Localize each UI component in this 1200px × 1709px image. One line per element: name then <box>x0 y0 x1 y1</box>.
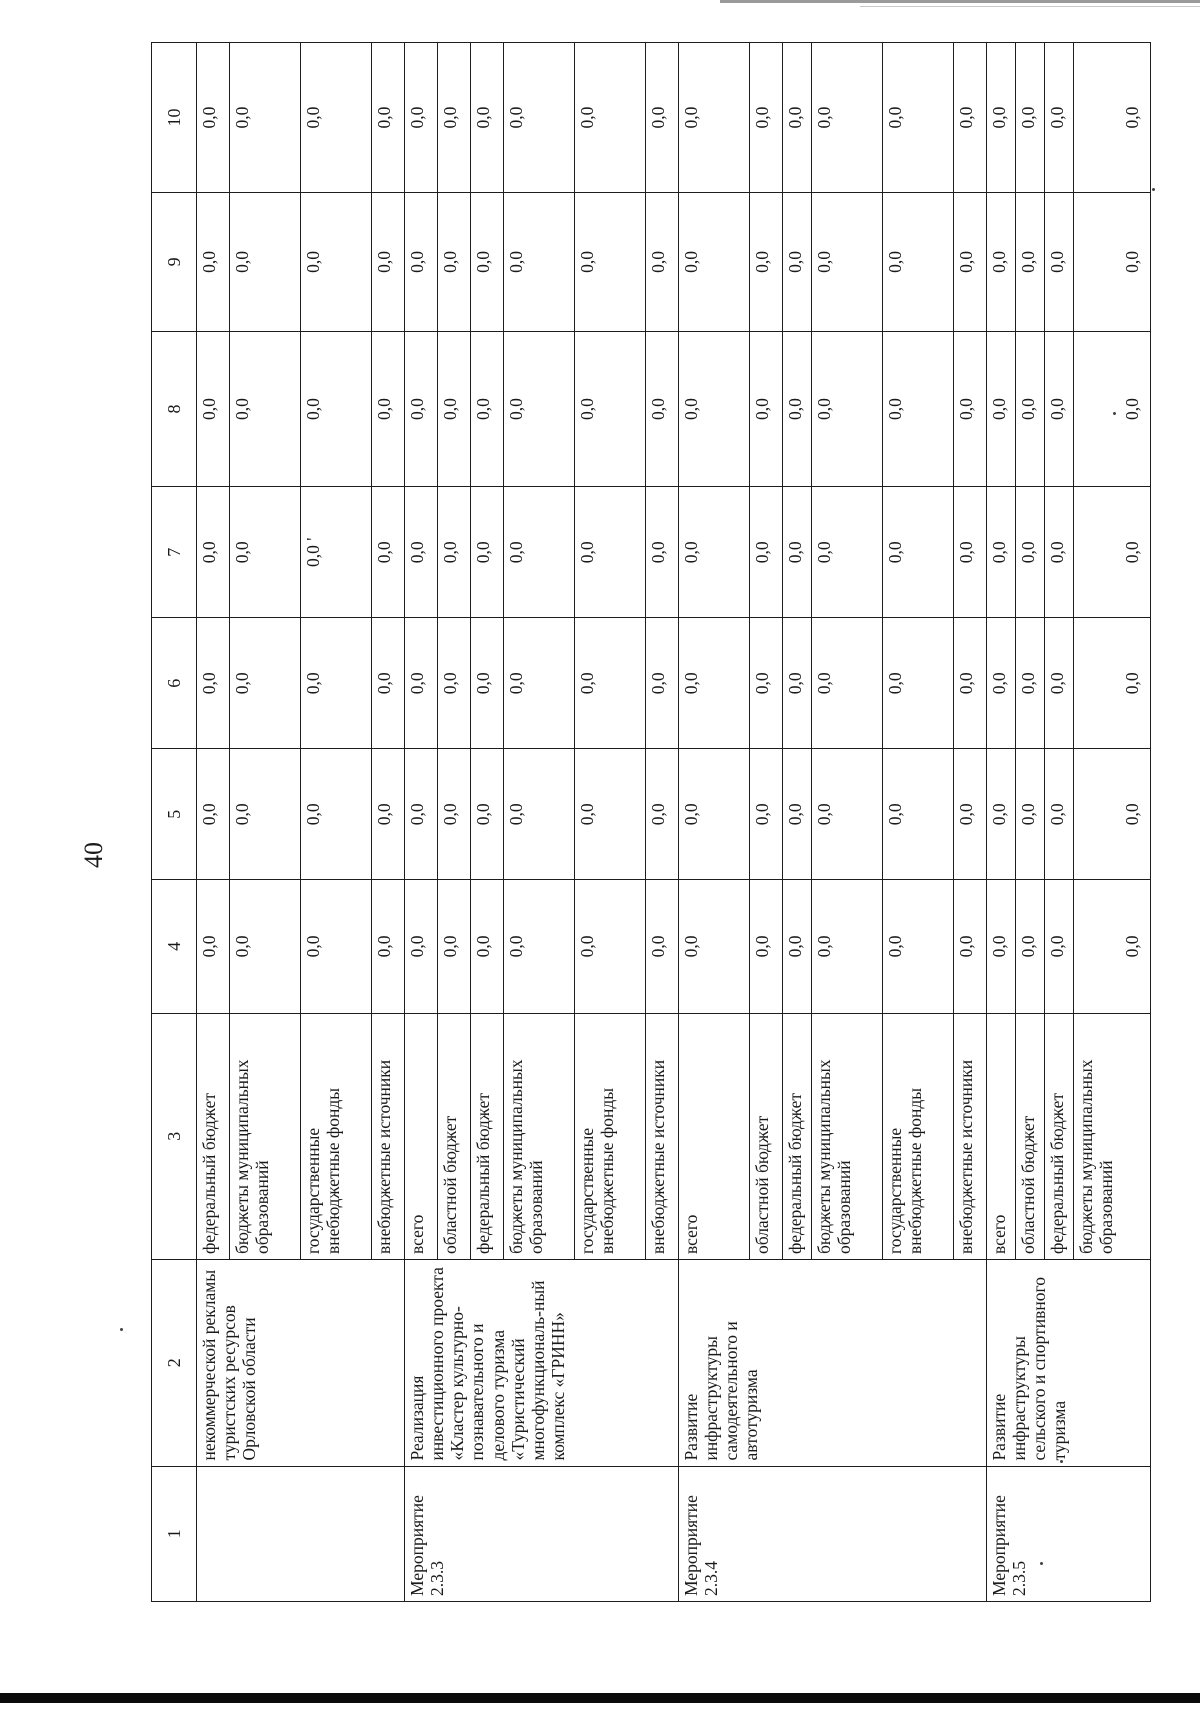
column-header: 8 <box>152 331 197 486</box>
value-cell: 0,0 <box>954 618 987 749</box>
value-cell: 0,0 <box>372 880 405 1013</box>
funding-source-cell: всего <box>405 1013 438 1260</box>
funding-source-cell: федеральный бюджет <box>1045 1013 1074 1260</box>
value-cell: 0,0 <box>750 487 783 618</box>
column-header: 7 <box>152 487 197 618</box>
funding-source-cell: федеральный бюджет <box>197 1013 230 1260</box>
value-cell: 0,0 <box>405 618 438 749</box>
budget-table <box>151 42 1151 1602</box>
value-cell: 0,0 <box>471 618 504 749</box>
value-cell: 0,0 <box>987 43 1016 193</box>
value-cell: 0,0 <box>783 749 812 880</box>
value-cell: 0,0 <box>504 192 575 331</box>
value-cell: 0,0 <box>438 749 471 880</box>
scan-edge-line <box>860 6 1200 7</box>
value-cell: 0,0 <box>575 43 646 193</box>
funding-source-cell: внебюджетные источники <box>372 1013 405 1260</box>
value-cell: 0,0 <box>646 192 679 331</box>
funding-source-cell: бюджеты муниципальных образований <box>1074 1013 1151 1260</box>
value-cell: 0,0 <box>1016 487 1045 618</box>
column-header: 6 <box>152 618 197 749</box>
funding-source-cell: областной бюджет <box>1016 1013 1045 1260</box>
value-cell: 0,0 <box>230 880 301 1013</box>
value-cell: 0,0 <box>812 487 883 618</box>
value-cell: 0,0 <box>646 487 679 618</box>
activity-cell: Мероприятие 2.3.3 <box>405 1466 679 1601</box>
value-cell: 0,0 <box>575 331 646 486</box>
value-cell: 0,0 <box>438 331 471 486</box>
value-cell: 0,0 <box>954 880 987 1013</box>
value-cell: 0,0 <box>883 880 954 1013</box>
value-cell: 0,0 <box>504 618 575 749</box>
column-header: 10 <box>152 43 197 193</box>
value-cell: 0,0 <box>954 331 987 486</box>
value-cell: 0,0 <box>301 880 372 1013</box>
value-cell: 0,0 <box>1045 618 1074 749</box>
funding-source-cell: всего <box>679 1013 750 1260</box>
value-cell: 0,0 <box>987 618 1016 749</box>
value-cell: 0,0 <box>783 331 812 486</box>
column-header: 2 <box>152 1260 197 1467</box>
value-cell: 0,0 <box>301 43 372 193</box>
value-cell: 0,0 <box>471 192 504 331</box>
funding-source-cell: внебюджетные источники <box>646 1013 679 1260</box>
activity-cell: Мероприятие 2.3.4 <box>679 1466 987 1601</box>
value-cell: 0,0 <box>783 487 812 618</box>
value-cell: 0,0 <box>783 43 812 193</box>
value-cell: 0,0 <box>372 192 405 331</box>
value-cell: 0,0 <box>883 749 954 880</box>
value-cell: 0,0 <box>812 749 883 880</box>
value-cell: 0,0 <box>372 43 405 193</box>
value-cell: 0,0 <box>1074 192 1151 331</box>
value-cell: 0,0 <box>812 192 883 331</box>
value-cell: 0,0 <box>750 749 783 880</box>
value-cell: 0,0 <box>679 880 750 1013</box>
value-cell: 0,0 <box>405 331 438 486</box>
value-cell: 0,0 <box>405 487 438 618</box>
value-cell: 0,0 <box>883 192 954 331</box>
value-cell: 0,0 <box>1045 749 1074 880</box>
value-cell: 0,0 <box>987 880 1016 1013</box>
value-cell: 0,0 <box>504 880 575 1013</box>
value-cell: 0,0 <box>679 192 750 331</box>
rotated-table-sheet <box>151 42 1142 1602</box>
value-cell: 0,0 <box>471 880 504 1013</box>
value-cell: 0,0 <box>301 192 372 331</box>
column-header: 9 <box>152 192 197 331</box>
value-cell: 0,0 <box>575 618 646 749</box>
header-row <box>152 43 197 1602</box>
value-cell: 0,0 <box>679 43 750 193</box>
value-cell: 0,0 <box>750 43 783 193</box>
value-cell: 0,0 <box>954 43 987 193</box>
value-cell: 0,0 <box>812 331 883 486</box>
value-cell: 0,0 <box>372 749 405 880</box>
value-cell: 0,0 <box>1016 749 1045 880</box>
value-cell: 0,0 <box>230 749 301 880</box>
value-cell: 0,0 <box>750 618 783 749</box>
value-cell: 0,0 <box>646 880 679 1013</box>
value-cell: 0,0 <box>575 192 646 331</box>
funding-source-cell: бюджеты муниципальных образований <box>230 1013 301 1260</box>
value-cell: 0,0 <box>372 331 405 486</box>
value-cell: 0,0 <box>471 43 504 193</box>
value-cell: 0,0 <box>1074 880 1151 1013</box>
value-cell: 0,0 <box>197 331 230 486</box>
value-cell: 0,0 <box>1016 880 1045 1013</box>
value-cell: 0,0 <box>504 331 575 486</box>
scan-edge-line <box>720 0 1200 3</box>
funding-source-cell: федеральный бюджет <box>471 1013 504 1260</box>
value-cell: 0,0 <box>1074 43 1151 193</box>
value-cell: 0,0 <box>954 192 987 331</box>
funding-source-cell: областной бюджет <box>750 1013 783 1260</box>
value-cell: 0,0 <box>954 487 987 618</box>
column-header: 1 <box>152 1466 197 1601</box>
value-cell: 0,0 <box>987 331 1016 486</box>
value-cell: 0,0 <box>679 618 750 749</box>
activity-name-cell: Развитие инфраструктуры сельского и спортивного туризма <box>987 1260 1151 1467</box>
value-cell: 0,0 <box>1045 192 1074 331</box>
value-cell: 0,0 <box>1016 618 1045 749</box>
funding-source-cell: государственные внебюджетные фонды <box>575 1013 646 1260</box>
value-cell: 0,0 <box>1045 880 1074 1013</box>
value-cell: 0,0 <box>230 331 301 486</box>
value-cell: 0,0 <box>405 43 438 193</box>
value-cell: 0,0 <box>438 880 471 1013</box>
value-cell: 0,0 <box>197 43 230 193</box>
value-cell: 0,0 <box>1045 43 1074 193</box>
funding-source-cell: бюджеты муниципальных образований <box>504 1013 575 1260</box>
value-cell: 0,0 <box>575 880 646 1013</box>
funding-source-cell: всего <box>987 1013 1016 1260</box>
value-cell: 0,0 <box>883 487 954 618</box>
value-cell: 0,0 <box>750 880 783 1013</box>
value-cell: 0,0 <box>1074 487 1151 618</box>
value-cell: 0,0 <box>301 618 372 749</box>
value-cell: 0,0 <box>646 618 679 749</box>
value-cell: 0,0 <box>197 192 230 331</box>
value-cell: 0,0 <box>1045 331 1074 486</box>
value-cell: 0,0 <box>1016 43 1045 193</box>
scan-speck <box>1152 188 1155 191</box>
activity-cell <box>197 1466 405 1601</box>
column-header: 3 <box>152 1013 197 1260</box>
value-cell: 0,0 <box>987 487 1016 618</box>
value-cell: 0,0 <box>575 487 646 618</box>
value-cell: 0,0 <box>987 192 1016 331</box>
table-body <box>197 43 1151 1602</box>
value-cell: 0,0 <box>230 43 301 193</box>
value-cell: 0,0 <box>301 749 372 880</box>
value-cell: 0,0 <box>1016 331 1045 486</box>
activity-name-cell: некоммерческой рекламы туристских ресурсов Орловской области <box>197 1260 405 1467</box>
value-cell: 0,0 <box>1074 749 1151 880</box>
value-cell: 0,0 <box>883 331 954 486</box>
value-cell: 0,0 <box>783 618 812 749</box>
value-cell: 0,0 <box>1074 331 1151 486</box>
value-cell: 0,0 <box>438 192 471 331</box>
value-cell: 0,0 <box>679 331 750 486</box>
value-cell: 0,0 <box>405 880 438 1013</box>
value-cell: 0,0 <box>438 43 471 193</box>
activity-name-cell: Реализация инвестиционного проекта «Кластер культурно-познавательного и делового туризма «Туристический многофункциональ-ный комплекс «ГРИНН» <box>405 1260 679 1467</box>
scan-edge-bar <box>0 1693 1200 1703</box>
value-cell: 0,0 <box>750 192 783 331</box>
activity-cell: Мероприятие 2.3.5 <box>987 1466 1151 1601</box>
value-cell: 0,0 <box>197 749 230 880</box>
table-row <box>405 43 438 1602</box>
value-cell: 0,0 <box>230 192 301 331</box>
value-cell: 0,0 <box>646 43 679 193</box>
value-cell: 0,0 <box>504 43 575 193</box>
value-cell: 0,0 <box>954 749 987 880</box>
value-cell: 0,0 <box>679 749 750 880</box>
value-cell: 0,0 <box>438 618 471 749</box>
value-cell: 0,0 <box>646 331 679 486</box>
column-header: 5 <box>152 749 197 880</box>
value-cell: 0,0 <box>883 618 954 749</box>
table-row <box>679 43 750 1602</box>
value-cell: 0,0 <box>471 749 504 880</box>
value-cell: 0,0 <box>1074 618 1151 749</box>
value-cell: 0,0 <box>372 618 405 749</box>
value-cell: 0,0 <box>471 487 504 618</box>
value-cell: 0,0 <box>575 749 646 880</box>
column-header: 4 <box>152 880 197 1013</box>
funding-source-cell: бюджеты муниципальных образований <box>812 1013 883 1260</box>
activity-name-cell: Развитие инфраструктуры самодеятельного и автотуризма <box>679 1260 987 1467</box>
value-cell: 0,0 <box>783 192 812 331</box>
value-cell: 0,0 <box>812 618 883 749</box>
value-cell: 0,0 <box>883 43 954 193</box>
value-cell: 0,0 <box>987 749 1016 880</box>
value-cell: 0,0 <box>301 331 372 486</box>
funding-source-cell: внебюджетные источники <box>954 1013 987 1260</box>
value-cell: 0,0 <box>197 880 230 1013</box>
table-row <box>987 43 1016 1602</box>
value-cell: 0,0 <box>783 880 812 1013</box>
value-cell: 0,0 <box>471 331 504 486</box>
funding-source-cell: федеральный бюджет <box>783 1013 812 1260</box>
value-cell: 0,0 <box>679 487 750 618</box>
value-cell: 0,0 <box>646 749 679 880</box>
value-cell: 0,0 <box>230 487 301 618</box>
funding-source-cell: государственные внебюджетные фонды <box>883 1013 954 1260</box>
funding-source-cell: государственные внебюджетные фонды <box>301 1013 372 1260</box>
value-cell: 0,0 <box>372 487 405 618</box>
value-cell: 0,0 <box>405 749 438 880</box>
funding-source-cell: областной бюджет <box>438 1013 471 1260</box>
value-cell: 0,0 <box>438 487 471 618</box>
value-cell: 0,0 <box>197 487 230 618</box>
table-row <box>197 43 230 1602</box>
value-cell: 0,0 <box>812 880 883 1013</box>
value-cell: 0,0 <box>504 487 575 618</box>
value-cell: 0,0 <box>1045 487 1074 618</box>
value-cell: 0,0 <box>197 618 230 749</box>
scan-speck <box>120 1328 123 1331</box>
value-cell: 0,0 <box>405 192 438 331</box>
value-cell: 0,0 <box>1016 192 1045 331</box>
value-cell: 0,0 <box>812 43 883 193</box>
value-cell: 0,0 <box>504 749 575 880</box>
value-cell: 0,0 <box>230 618 301 749</box>
value-cell: 0,0 <box>750 331 783 486</box>
page-number: 40 <box>79 842 108 868</box>
value-cell: 0,0 ' <box>301 487 372 618</box>
